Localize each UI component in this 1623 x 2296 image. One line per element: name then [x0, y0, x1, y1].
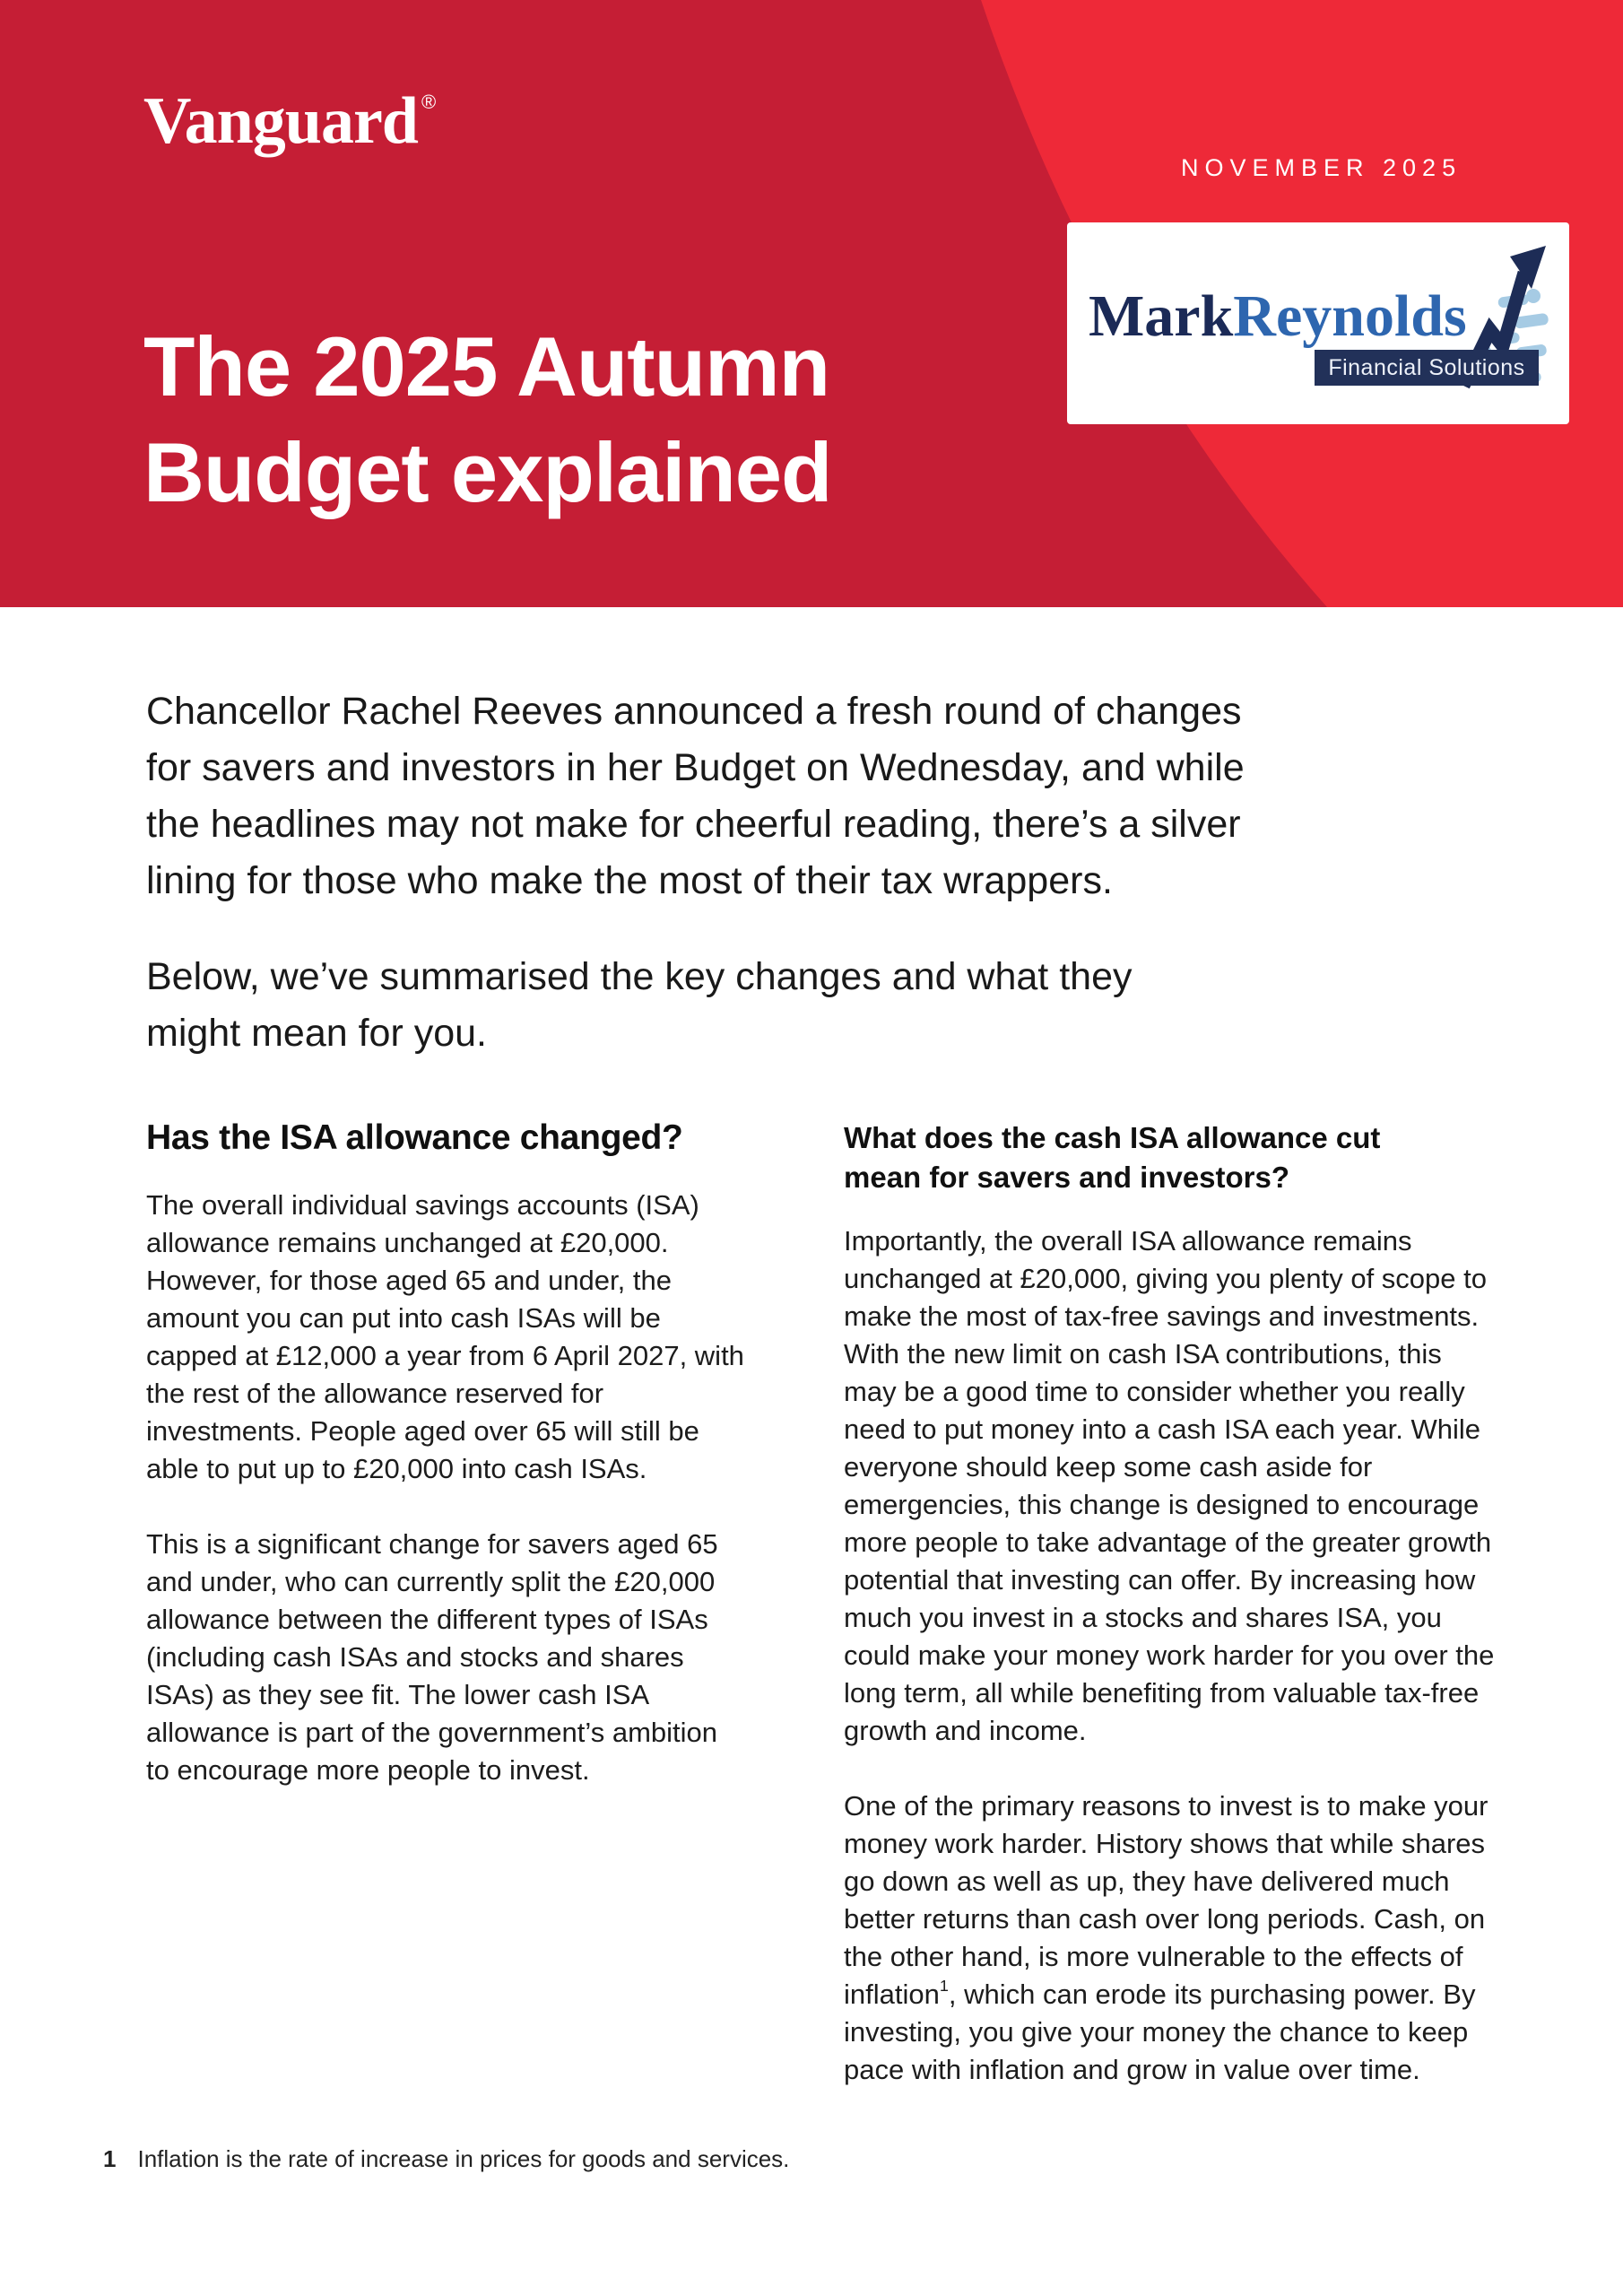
partner-name-part2: Reynolds: [1233, 283, 1467, 349]
intro-p1-line: the headlines may not make for cheerful reading, there’s a silver: [146, 803, 1241, 846]
registered-trademark-symbol: ®: [421, 91, 436, 113]
intro-p2-line: Below, we’ve summarised the key changes and what they: [146, 955, 1133, 998]
right-column: [844, 1118, 1497, 2089]
intro-p2-line: might mean for you.: [146, 1012, 488, 1055]
partner-logo-box: [1067, 222, 1569, 424]
left-column: [146, 1118, 745, 1789]
right-p2-text-after: , which can erode its purchasing power. By investing, you give your money the chance to keep pace with inflation and grow in value over time.: [844, 1979, 1476, 2085]
footnote-marker: 1: [103, 2145, 117, 2172]
right-column-heading-line1: What does the cash ISA allowance cut: [844, 1121, 1381, 1154]
page-title: [143, 314, 831, 526]
intro-paragraph-1: [146, 683, 1245, 909]
right-column-heading-line2: mean for savers and investors?: [844, 1161, 1290, 1194]
issue-date-label: NOVEMBER 2025: [1181, 154, 1462, 181]
vanguard-wordmark: Vanguard: [143, 84, 418, 158]
footnote-text: Inflation is the rate of increase in prices for goods and services.: [137, 2145, 790, 2172]
right-p2-text-before: One of the primary reasons to invest is to make your money work harder. History shows that while shares go down as well as up, they have delivered much better returns than cash over long periods. Cash, on the other hand, is more vulnerable to the effects of inflation: [844, 1790, 1488, 2010]
intro-paragraph-2: [146, 949, 1245, 1062]
body-columns: [146, 1118, 1497, 2089]
partner-name-part1: Mark: [1089, 283, 1234, 349]
intro-p1-line: lining for those who make the most of their tax wrappers.: [146, 859, 1113, 902]
right-column-paragraph-2: [844, 1787, 1497, 2089]
footnote-reference: 1: [939, 1977, 949, 1995]
intro-section: [146, 683, 1245, 1062]
right-column-heading: [844, 1118, 1497, 1197]
page-title-line1: The 2025 Autumn: [143, 319, 829, 413]
vanguard-logo: [143, 84, 436, 158]
partner-tagline-bar: Financial Solutions: [1315, 350, 1539, 386]
intro-p1-line: for savers and investors in her Budget on Wednesday, and while: [146, 746, 1245, 789]
footnote: [103, 2145, 789, 2173]
left-column-paragraph-1: The overall individual savings accounts (ISA) allowance remains unchanged at £20,000. However, for those aged 65 and under, the amount you can put into cash ISAs will be capped at £12,000 a year from 6 April 2027, with the rest of the allowance reserved for investments. People aged over 65 will still be able to put up to £20,000 into cash ISAs.: [146, 1189, 744, 1484]
right-column-paragraph-1: Importantly, the overall ISA allowance remains unchanged at £20,000, giving you plenty of scope to make the most of tax-free savings and investments. With the new limit on cash ISA contributions, this may be a good time to consider whether you really need to put money into a cash ISA each year. While everyone should keep some cash aside for emergencies, this change is designed to encourage more people to take advantage of the greater growth potential that investing can offer. By increasing how much you invest in a stocks and shares ISA, you could make your money work harder for you over the long term, all while benefiting from valuable tax-free growth and income.: [844, 1225, 1495, 1746]
left-column-heading: Has the ISA allowance changed?: [146, 1118, 683, 1157]
partner-logo-name: [1089, 283, 1467, 349]
header-banner: [0, 0, 1623, 607]
left-column-paragraph-2: This is a significant change for savers aged 65 and under, who can currently split the £20,000 allowance between the different types of ISAs (including cash ISAs and stocks and shares ISAs) as they see fit. The lower cash ISA allowance is part of the government’s ambition to encourage more people to invest.: [146, 1528, 718, 1786]
page-title-line2: Budget explained: [143, 425, 832, 519]
intro-p1-line: Chancellor Rachel Reeves announced a fresh round of changes: [146, 690, 1242, 733]
